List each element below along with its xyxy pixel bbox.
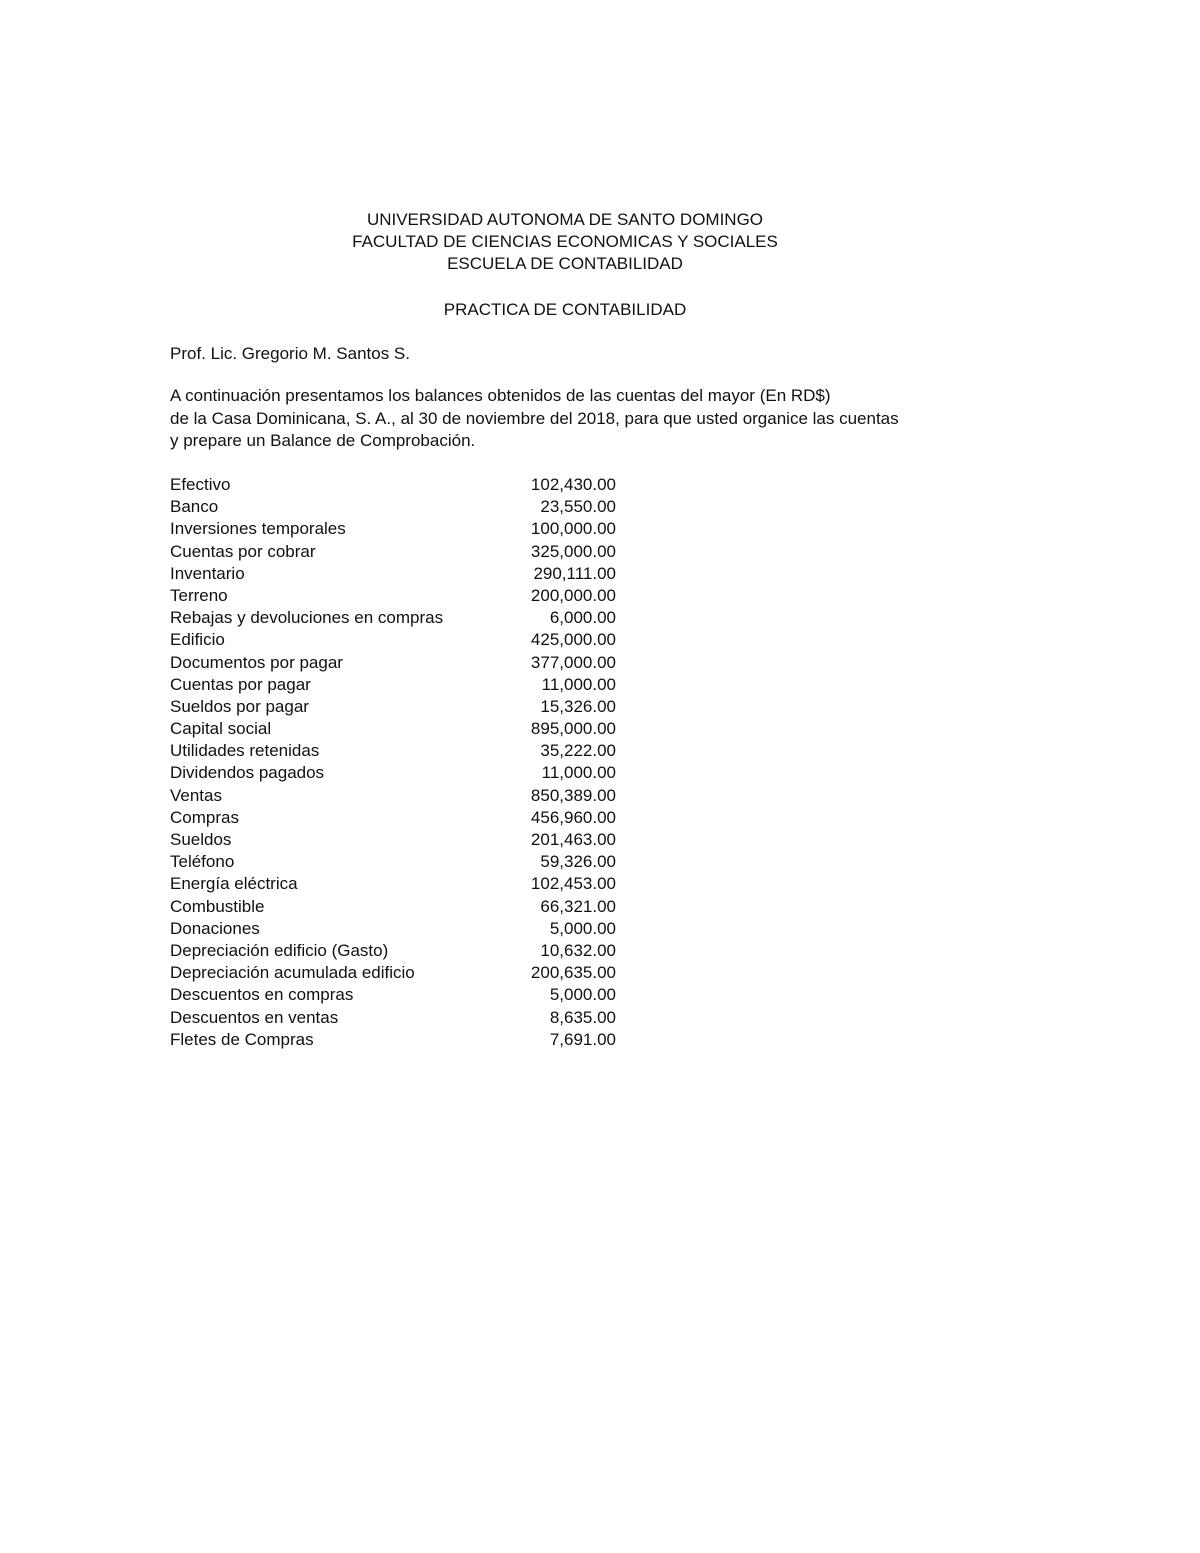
account-amount: 102,430.00 (530, 475, 616, 494)
account-row (170, 585, 616, 607)
account-amount: 200,000.00 (530, 585, 616, 605)
account-name: Capital social (170, 719, 272, 739)
account-name: Efectivo (170, 475, 231, 494)
institution-header (0, 209, 1130, 275)
account-row (170, 496, 616, 518)
account-row (170, 785, 616, 807)
intro-line: de la Casa Dominicana, S. A., al 30 de noviembre del 2018, para que usted organice las cuentas (170, 408, 899, 428)
practice-title: PRACTICA DE CONTABILIDAD (443, 300, 687, 319)
account-amount: 425,000.00 (530, 630, 616, 650)
account-row (170, 940, 616, 962)
account-name: Depreciación acumulada edificio (170, 963, 415, 983)
account-row (170, 896, 616, 918)
account-name: Depreciación edificio (Gasto) (170, 940, 389, 960)
account-name: Donaciones (170, 918, 260, 938)
account-row (170, 762, 616, 784)
account-row (170, 652, 616, 674)
account-name: Fletes de Compras (170, 1029, 314, 1049)
account-row (170, 607, 616, 629)
account-amount: 8,635.00 (549, 1007, 616, 1027)
account-name: Descuentos en compras (170, 985, 354, 1005)
account-name: Sueldos (170, 830, 232, 849)
account-name: Energía eléctrica (170, 874, 298, 894)
account-name: Utilidades retenidas (170, 741, 320, 761)
account-name: Inventario (170, 563, 245, 583)
school-name: ESCUELA DE CONTABILIDAD (447, 254, 683, 273)
account-row (170, 740, 616, 762)
account-row (170, 962, 616, 984)
account-amount: 35,222.00 (540, 741, 616, 761)
account-row (170, 674, 616, 696)
account-name: Rebajas y devoluciones en compras (170, 608, 444, 628)
faculty-name: FACULTAD DE CIENCIAS ECONOMICAS Y SOCIALES (352, 232, 778, 251)
account-row (170, 541, 616, 563)
account-row (170, 696, 616, 718)
account-name: Dividendos pagados (170, 763, 325, 783)
account-name: Inversiones temporales (170, 519, 346, 539)
account-amount: 10,632.00 (540, 940, 616, 960)
account-row (170, 718, 616, 740)
account-name: Sueldos por pagar (170, 696, 309, 716)
account-amount: 7,691.00 (549, 1029, 616, 1049)
account-name: Teléfono (170, 852, 235, 872)
account-row (170, 984, 616, 1006)
account-amount: 23,550.00 (540, 497, 616, 517)
intro-paragraph (170, 385, 970, 453)
intro-line: y prepare un Balance de Comprobación. (170, 431, 476, 450)
professor-name: Prof. Lic. Gregorio M. Santos S. (170, 344, 410, 363)
account-row (170, 807, 616, 829)
accounts-list (170, 474, 616, 1051)
account-name: Terreno (170, 585, 228, 605)
account-amount: 59,326.00 (540, 852, 616, 872)
account-amount: 456,960.00 (530, 807, 616, 827)
account-amount: 11,000.00 (541, 674, 616, 694)
account-name: Ventas (170, 785, 222, 805)
account-name: Descuentos en ventas (170, 1007, 339, 1027)
account-amount: 15,326.00 (540, 696, 616, 716)
account-amount: 200,635.00 (530, 963, 616, 983)
account-amount: 102,453.00 (530, 874, 616, 894)
intro-line: A continuación presentamos los balances obtenidos de las cuentas del mayor (En RD$) (170, 386, 831, 405)
account-row (170, 518, 616, 540)
account-name: Edificio (170, 630, 225, 650)
account-name: Cuentas por pagar (170, 674, 311, 694)
account-amount: 11,000.00 (541, 763, 616, 783)
account-amount: 201,463.00 (530, 830, 616, 849)
account-row (170, 1029, 616, 1051)
account-row (170, 474, 616, 496)
university-name: UNIVERSIDAD AUTONOMA DE SANTO DOMINGO (366, 210, 764, 229)
account-amount: 5,000.00 (549, 985, 616, 1005)
account-name: Compras (170, 807, 239, 827)
account-amount: 66,321.00 (540, 896, 616, 916)
account-name: Documentos por pagar (170, 652, 343, 672)
account-amount: 6,000.00 (549, 608, 616, 628)
account-amount: 895,000.00 (530, 719, 616, 739)
account-amount: 5,000.00 (549, 918, 616, 938)
account-amount: 325,000.00 (530, 541, 616, 561)
account-row (170, 563, 616, 585)
account-name: Combustible (170, 896, 265, 916)
account-row (170, 918, 616, 940)
account-amount: 850,389.00 (530, 785, 616, 805)
account-row (170, 851, 616, 873)
account-name: Banco (170, 497, 219, 517)
account-amount: 100,000.00 (530, 519, 616, 539)
account-row (170, 873, 616, 895)
account-row (170, 829, 616, 851)
account-amount: 377,000.00 (530, 652, 616, 672)
account-row (170, 629, 616, 651)
account-name: Cuentas por cobrar (170, 541, 316, 561)
account-amount: 290,111.00 (533, 563, 616, 583)
account-row (170, 1007, 616, 1029)
